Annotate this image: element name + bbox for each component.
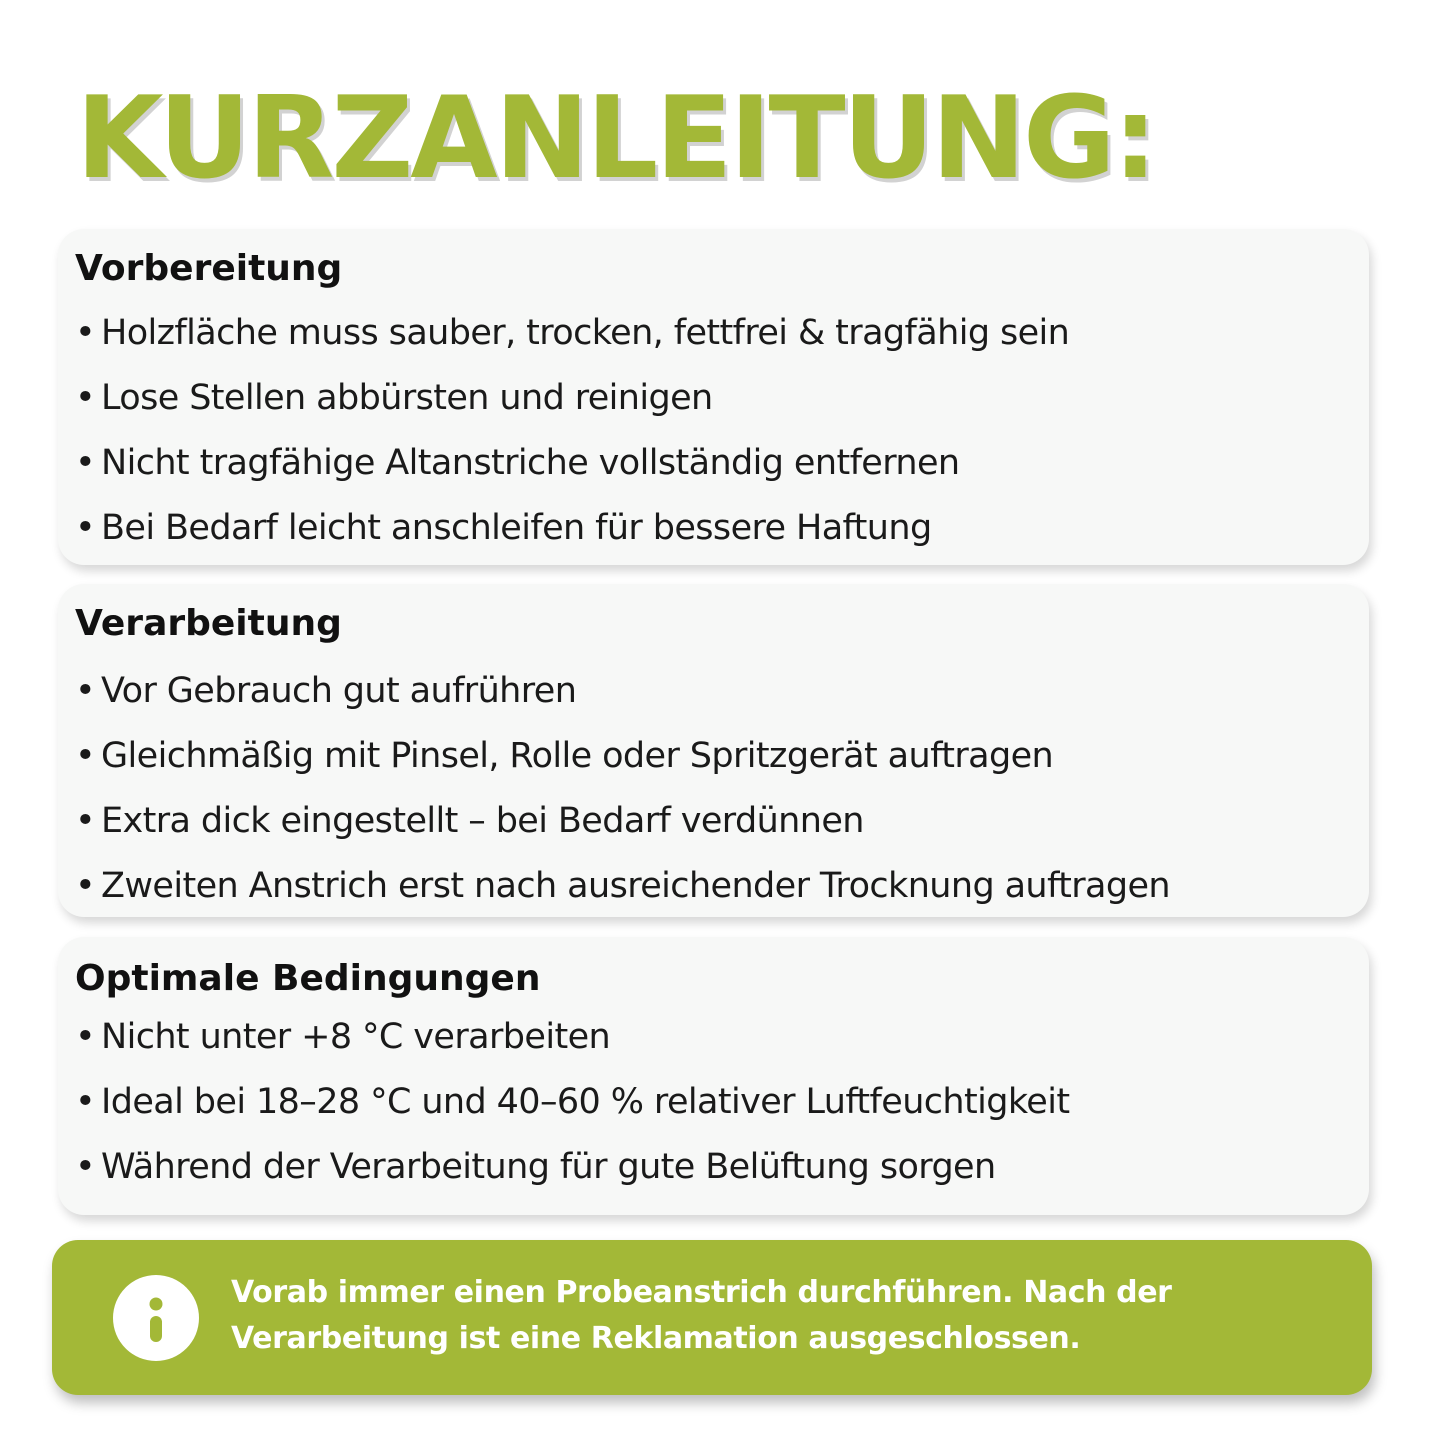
list-item-text: Vor Gebrauch gut aufrühren <box>101 671 577 711</box>
list-item-text: Gleichmäßig mit Pinsel, Rolle oder Spritzgerät auftragen <box>101 736 1054 776</box>
section-heading: Vorbereitung <box>75 248 343 289</box>
bullet-icon: • <box>75 313 96 353</box>
list-item <box>75 789 1369 854</box>
bullet-icon: • <box>75 1147 96 1187</box>
bullet-icon: • <box>75 378 96 418</box>
bullet-icon: • <box>75 443 96 483</box>
section-heading: Optimale Bedingungen <box>75 958 541 999</box>
list-item <box>75 301 1369 366</box>
list-item-text: Nicht unter +8 °C verarbeiten <box>101 1017 611 1057</box>
bullet-icon: • <box>75 508 96 548</box>
list-item <box>75 1005 1369 1070</box>
list-item-text: Bei Bedarf leicht anschleifen für bessere Haftung <box>101 508 932 548</box>
list-item <box>75 854 1369 919</box>
list-item <box>75 1070 1369 1135</box>
list-item-text: Zweiten Anstrich erst nach ausreichender Trocknung auftragen <box>101 866 1171 906</box>
list-item-text: Extra dick eingestellt – bei Bedarf verdünnen <box>101 801 864 841</box>
bullet-icon: • <box>75 866 96 906</box>
info-icon-glyph <box>113 1275 199 1361</box>
list-item <box>75 431 1369 496</box>
page-title: KURZANLEITUNG: <box>76 72 1155 204</box>
bullet-icon: • <box>75 1082 96 1122</box>
bullet-icon: • <box>75 736 96 776</box>
section-card-optimale-bedingungen <box>58 937 1369 1215</box>
list-item <box>75 496 1369 561</box>
bullet-icon: • <box>75 671 96 711</box>
section-card-vorbereitung <box>58 229 1369 565</box>
list-item-text: Nicht tragfähige Altanstriche vollständig entfernen <box>101 443 960 483</box>
info-icon <box>113 1275 199 1361</box>
list-item <box>75 659 1369 724</box>
bullet-icon: • <box>75 801 96 841</box>
notice-banner <box>52 1240 1372 1395</box>
list-item <box>75 366 1369 431</box>
list-item-text: Ideal bei 18–28 °C und 40–60 % relativer Luftfeuchtigkeit <box>101 1082 1070 1122</box>
list-item <box>75 1135 1369 1200</box>
notice-text: Vorab immer einen Probeanstrich durchführen. Nach der Verarbeitung ist eine Reklamation ausgeschlossen. <box>231 1275 1172 1356</box>
instruction-list <box>75 659 1369 919</box>
section-card-verarbeitung <box>58 584 1369 917</box>
bullet-icon: • <box>75 1017 96 1057</box>
list-item-text: Während der Verarbeitung für gute Belüftung sorgen <box>101 1147 996 1187</box>
list-item <box>75 724 1369 789</box>
list-item-text: Lose Stellen abbürsten und reinigen <box>101 378 713 418</box>
section-heading: Verarbeitung <box>75 603 342 644</box>
list-item-text: Holzfläche muss sauber, trocken, fettfrei & tragfähig sein <box>101 313 1070 353</box>
instruction-list <box>75 1005 1369 1200</box>
instruction-list <box>75 301 1369 561</box>
